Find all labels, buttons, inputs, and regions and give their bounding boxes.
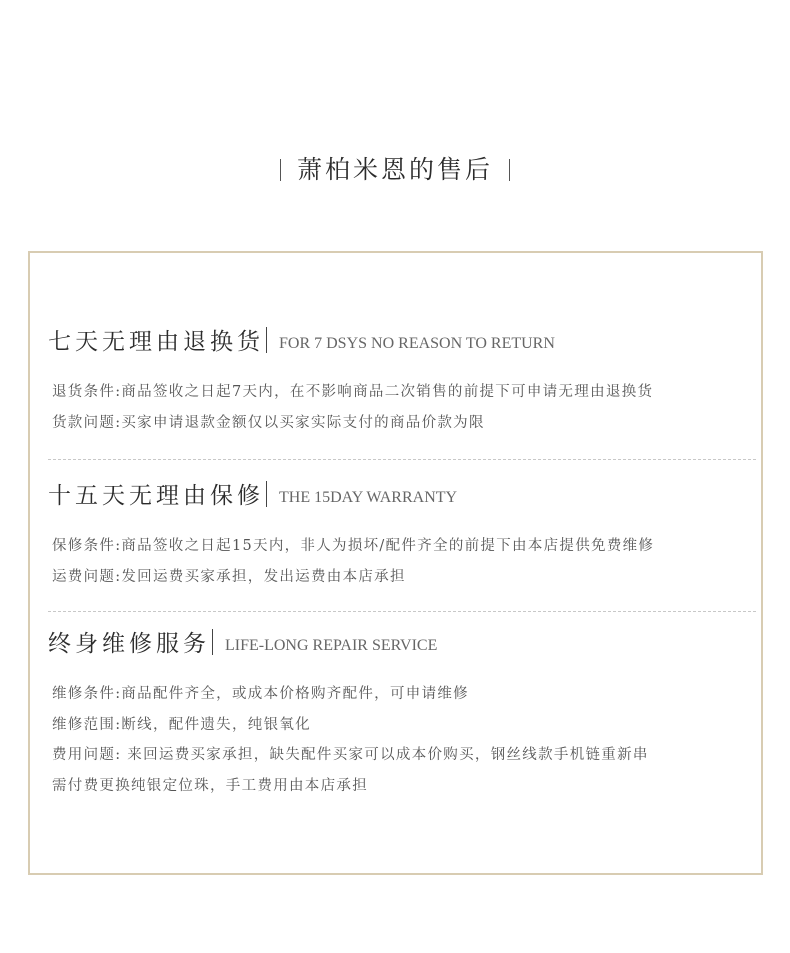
cost-issue-line-continued: 需付费更换纯银定位珠，手工费用由本店承担 [52,777,368,794]
heading-divider-bar [212,629,213,655]
section-heading [48,323,758,357]
section-heading-cn: 十五天无理由保修 [48,483,264,509]
title-right-bar [509,159,510,181]
section-heading [48,625,758,659]
section-heading-cn: 七天无理由退换货 [48,329,264,355]
section-divider [48,611,756,612]
warranty-conditions-line: 保修条件:商品签收之日起15天内，非人为损坏/配件齐全的前提下由本店提供免费维修 [52,538,655,554]
page-title [0,152,790,188]
section-lifelong-repair [48,625,758,801]
repair-conditions-line: 维修条件:商品配件齐全，或成本价格购齐配件，可申请维修 [52,686,469,702]
section-heading-cn: 终身维修服务 [48,631,210,657]
payment-issue-line: 货款问题:买家申请退款金额仅以买家实际支付的商品价款为限 [52,414,485,431]
heading-divider-bar [266,481,267,507]
return-conditions-line: 退货条件:商品签收之日起7天内，在不影响商品二次销售的前提下可申请无理由退换货 [52,384,654,400]
section-body [48,531,758,592]
repair-scope-line: 维修范围:断线，配件遗失，纯银氧化 [52,716,311,733]
shipping-issue-line: 运费问题:发回运费买家承担，发出运费由本店承担 [52,568,406,585]
section-heading-en: LIFE-LONG REPAIR SERVICE [225,637,438,654]
section-heading [48,477,758,511]
section-body [48,377,758,438]
heading-divider-bar [266,327,267,353]
cost-issue-line: 费用问题: 来回运费买家承担，缺失配件买家可以成本价购买，钢丝线款手机链重新串 [52,747,649,763]
section-7day-return [48,323,758,438]
section-divider [48,459,756,460]
section-body [48,679,758,801]
section-heading-en: THE 15DAY WARRANTY [279,489,458,506]
title-left-bar [280,159,281,181]
section-15day-warranty [48,477,758,592]
after-sales-panel [28,251,763,875]
page-title-text: 萧柏米恩的售后 [296,155,493,184]
section-heading-en: FOR 7 DSYS NO REASON TO RETURN [279,335,555,352]
